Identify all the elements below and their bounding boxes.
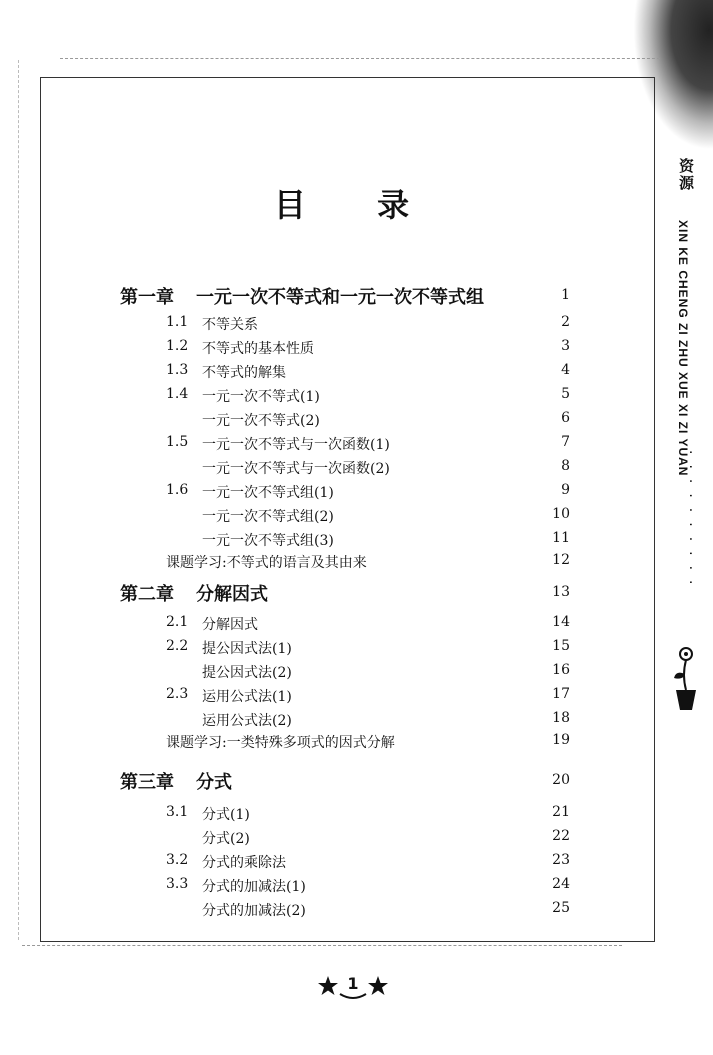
- entry-title: 运用公式法(1): [202, 689, 292, 705]
- entry-title: 课题学习:一类特殊多项式的因式分解: [166, 735, 395, 751]
- entry-number: 3.3: [166, 876, 189, 892]
- dashed-border-top: [60, 58, 660, 60]
- entry-page-number: 14: [552, 614, 570, 630]
- entry-title: 不等式的解集: [202, 365, 286, 381]
- entry-title: 不等关系: [202, 317, 258, 333]
- chapter-title: 一元一次不等式和一元一次不等式组: [196, 287, 484, 308]
- entry-number: 2.2: [166, 638, 189, 654]
- entry-number: 2.1: [166, 614, 189, 630]
- entry-page-number: 4: [561, 362, 570, 378]
- chapter-label: 第二章: [120, 584, 174, 605]
- entry-page-number: 21: [552, 804, 570, 820]
- entry-page-number: 12: [552, 552, 570, 568]
- entry-title: 分式(2): [202, 831, 250, 847]
- entry-page-number: 9: [561, 482, 570, 498]
- entry-title: 分式的加减法(1): [202, 879, 306, 895]
- entry-page-number: 25: [552, 900, 570, 916]
- chapter-title: 分解因式: [196, 584, 268, 605]
- chapter-title: 分式: [196, 772, 232, 793]
- entry-title: 分解因式: [202, 617, 258, 633]
- entry-page-number: 6: [561, 410, 570, 426]
- entry-title: 不等式的基本性质: [202, 341, 314, 357]
- page-footer: [318, 972, 388, 1002]
- side-banner-en: XIN KE CHENG ZI ZHU XUE XI ZI YUAN: [676, 220, 690, 477]
- entry-page-number: 5: [561, 386, 570, 402]
- entry-title: 一元一次不等式与一次函数(1): [202, 437, 390, 453]
- entry-page-number: 15: [552, 638, 570, 654]
- chapter-heading: [120, 580, 268, 606]
- entry-page-number: 19: [552, 732, 570, 748]
- entry-title: 一元一次不等式与一次函数(2): [202, 461, 390, 477]
- entry-title: 一元一次不等式(2): [202, 413, 320, 429]
- entry-page-number: 18: [552, 710, 570, 726]
- entry-page-number: 16: [552, 662, 570, 678]
- chapter-page-number: 13: [552, 584, 570, 600]
- entry-page-number: 11: [552, 530, 570, 546]
- entry-title: 一元一次不等式组(1): [202, 485, 334, 501]
- entry-title: 分式(1): [202, 807, 250, 823]
- chapter-page-number: 1: [561, 287, 570, 303]
- entry-title: 运用公式法(2): [202, 713, 292, 729]
- side-banner: [672, 150, 702, 670]
- entry-number: 1.5: [166, 434, 189, 450]
- entry-number: 1.4: [166, 386, 189, 402]
- entry-page-number: 17: [552, 686, 570, 702]
- entry-title: 一元一次不等式组(3): [202, 533, 334, 549]
- chapter-heading: [120, 768, 232, 794]
- dashed-border-bottom: [22, 945, 622, 947]
- entry-page-number: 7: [561, 434, 570, 450]
- entry-title: 一元一次不等式(1): [202, 389, 320, 405]
- entry-number: 1.1: [166, 314, 189, 330]
- entry-title: 提公因式法(1): [202, 641, 292, 657]
- chapter-page-number: 20: [552, 772, 570, 788]
- entry-page-number: 23: [552, 852, 570, 868]
- page-title: 目 录: [273, 186, 440, 224]
- entry-number: 1.3: [166, 362, 189, 378]
- flower-pot-icon: [668, 640, 704, 720]
- entry-page-number: 24: [552, 876, 570, 892]
- entry-number: 3.2: [166, 852, 189, 868]
- entry-page-number: 10: [552, 506, 570, 522]
- entry-title: 一元一次不等式组(2): [202, 509, 334, 525]
- chapter-label: 第三章: [120, 772, 174, 793]
- entry-number: 3.1: [166, 804, 189, 820]
- side-banner-dots: ··········: [682, 450, 698, 595]
- entry-title: 分式的加减法(2): [202, 903, 306, 919]
- chapter-heading: [120, 283, 484, 309]
- chapter-label: 第一章: [120, 287, 174, 308]
- entry-page-number: 8: [561, 458, 570, 474]
- entry-title: 提公因式法(2): [202, 665, 292, 681]
- entry-title: 分式的乘除法: [202, 855, 286, 871]
- entry-title: 课题学习:不等式的语言及其由来: [166, 555, 367, 571]
- entry-page-number: 2: [561, 314, 570, 330]
- entry-page-number: 3: [561, 338, 570, 354]
- entry-number: 2.3: [166, 686, 189, 702]
- side-banner-cn: 资源: [677, 158, 695, 192]
- entry-page-number: 22: [552, 828, 570, 844]
- entry-number: 1.2: [166, 338, 189, 354]
- entry-number: 1.6: [166, 482, 189, 498]
- page-number: 1: [347, 974, 359, 993]
